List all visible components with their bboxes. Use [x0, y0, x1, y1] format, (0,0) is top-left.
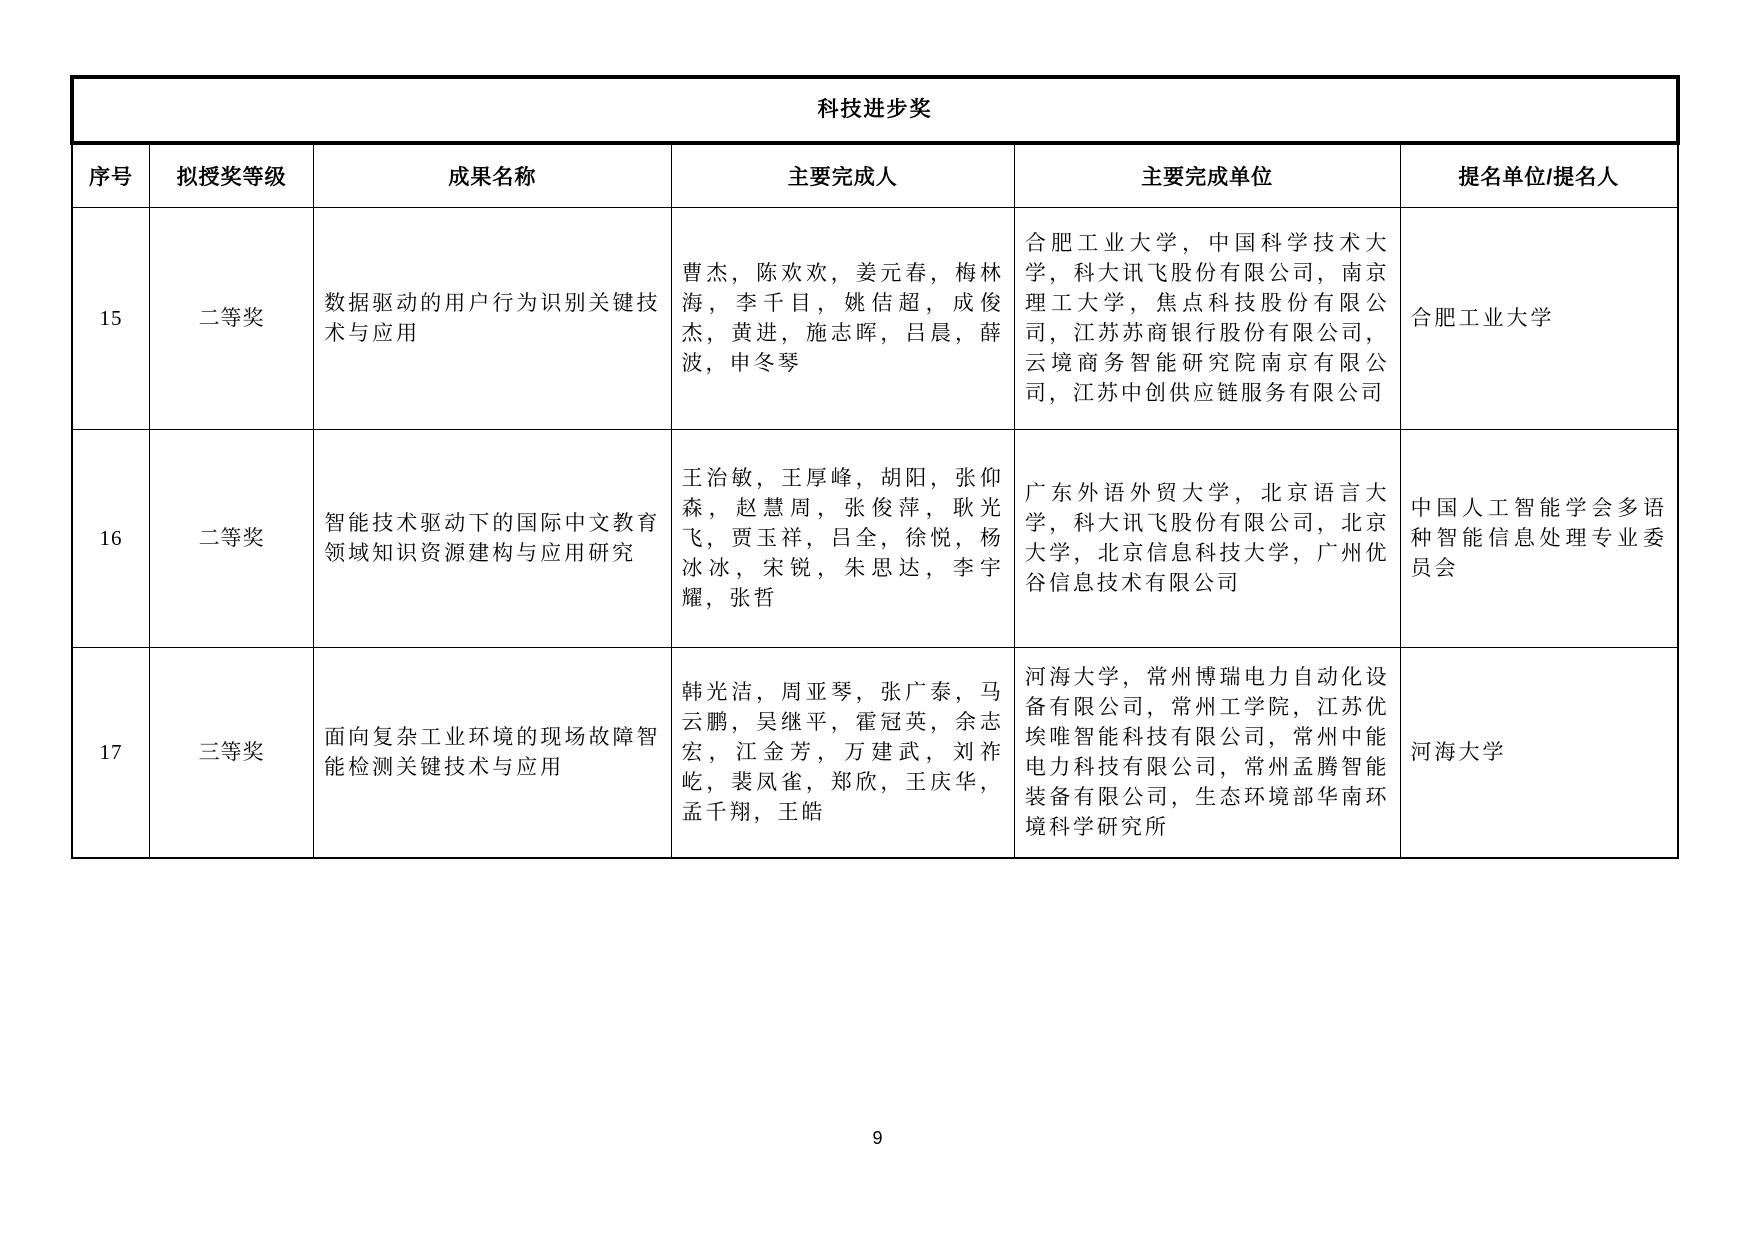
units-cell: 河海大学，常州博瑞电力自动化设备有限公司，常州工学院，江苏优埃唯智能科技有限公司，常州中能电力科技有限公司，常州孟腾智能装备有限公司，生态环境部华南环境科学研究所: [1014, 647, 1400, 858]
contributors-cell: 韩光洁，周亚琴，张广泰，马云鹏，吴继平，霍冠英，余志宏，江金芳，万建武，刘祚屹，裴凤雀，郑欣，王庆华，孟千翔，王皓: [671, 647, 1014, 858]
column-header-grade: 拟授奖等级: [150, 143, 314, 207]
contributors-cell: 曹杰，陈欢欢，姜元春，梅林海，李千目，姚佶超，成俊杰，黄进，施志晖，吕晨，薛波，申冬琴: [671, 207, 1014, 429]
units-cell: 广东外语外贸大学，北京语言大学，科大讯飞股份有限公司，北京大学，北京信息科技大学，广州优谷信息技术有限公司: [1014, 429, 1400, 647]
column-header-contributors: 主要完成人: [671, 143, 1014, 207]
award-grade-cell: 三等奖: [150, 647, 314, 858]
achievement-name-cell: 智能技术驱动下的国际中文教育领域知识资源建构与应用研究: [314, 429, 671, 647]
table-row: [72, 207, 1678, 429]
column-header-units: 主要完成单位: [1014, 143, 1400, 207]
column-header-nominator: 提名单位/提名人: [1400, 143, 1678, 207]
achievement-name-cell: 数据驱动的用户行为识别关键技术与应用: [314, 207, 671, 429]
table-header-row: [72, 143, 1678, 207]
awards-table: [70, 75, 1680, 859]
table-title: 科技进步奖: [72, 77, 1678, 143]
column-header-index: 序号: [72, 143, 150, 207]
award-grade-cell: 二等奖: [150, 207, 314, 429]
table-title-row: [72, 77, 1678, 143]
nominator-cell: 中国人工智能学会多语种智能信息处理专业委员会: [1400, 429, 1678, 647]
row-number-cell: 15: [72, 207, 150, 429]
achievement-name-cell: 面向复杂工业环境的现场故障智能检测关键技术与应用: [314, 647, 671, 858]
table-row: [72, 647, 1678, 858]
page-number: 9: [872, 1128, 883, 1148]
row-number-cell: 17: [72, 647, 150, 858]
nominator-cell: 合肥工业大学: [1400, 207, 1678, 429]
nominator-cell: 河海大学: [1400, 647, 1678, 858]
contributors-cell: 王治敏，王厚峰，胡阳，张仰森，赵慧周，张俊萍，耿光飞，贾玉祥，吕全，徐悦，杨冰冰，宋锐，朱思达，李宇耀，张哲: [671, 429, 1014, 647]
units-cell: 合肥工业大学，中国科学技术大学，科大讯飞股份有限公司，南京理工大学，焦点科技股份有限公司，江苏苏商银行股份有限公司，云境商务智能研究院南京有限公司，江苏中创供应链服务有限公司: [1014, 207, 1400, 429]
table-row: [72, 429, 1678, 647]
row-number-cell: 16: [72, 429, 150, 647]
award-grade-cell: 二等奖: [150, 429, 314, 647]
column-header-achievement: 成果名称: [314, 143, 671, 207]
